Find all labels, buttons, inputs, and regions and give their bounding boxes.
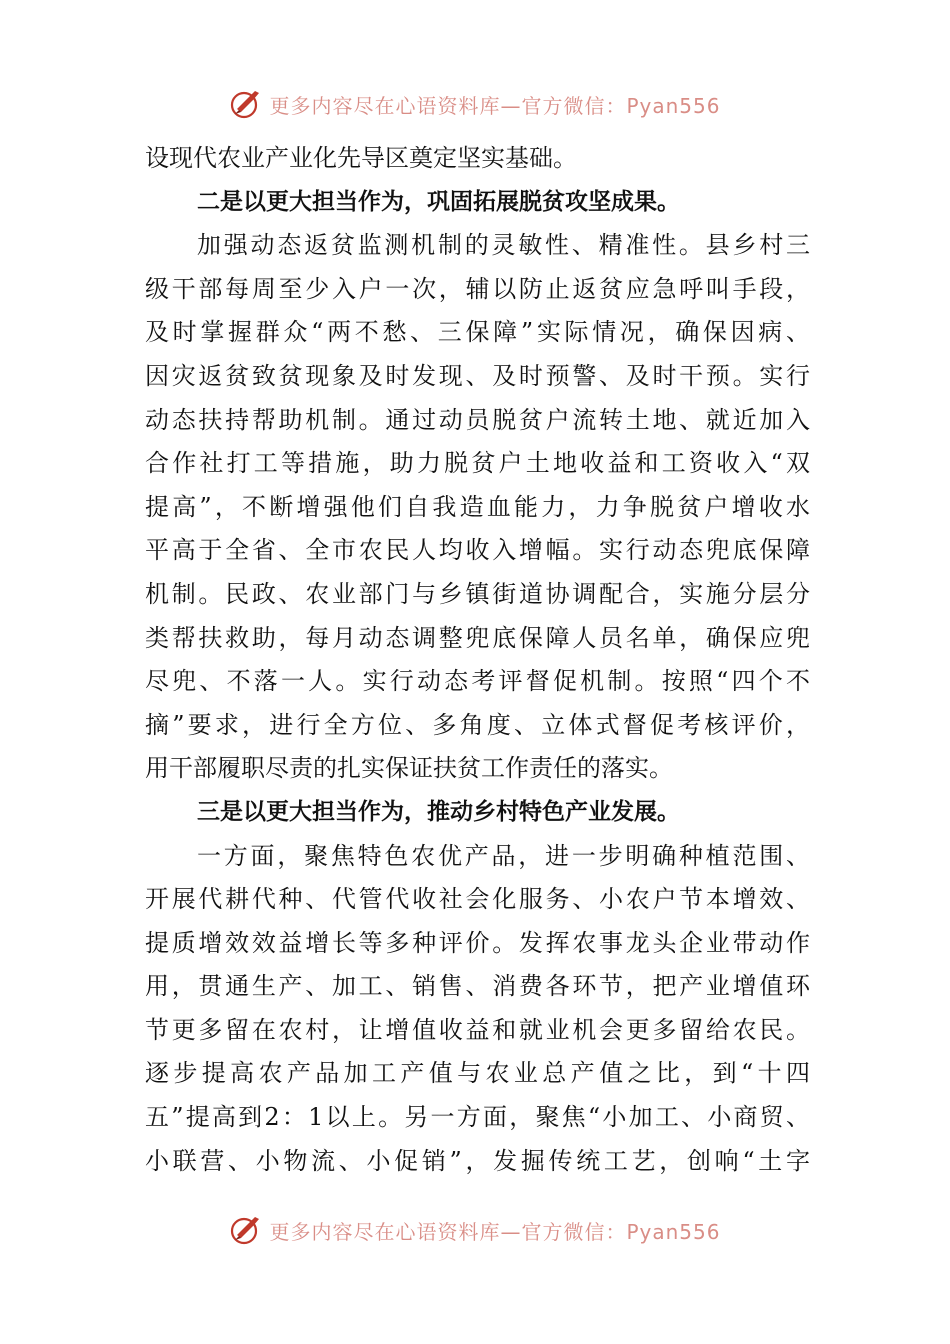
text-line: 级干部每周至少入户一次，辅以防止返贫应急呼叫手段，: [145, 274, 810, 303]
text-line: 提高”，不断增强他们自我造血能力，力争脱贫户增收水: [145, 492, 810, 521]
text-line: 用，贯通生产、加工、销售、消费各环节，把产业增值环: [145, 972, 810, 1001]
text-line: 开展代耕代种、代管代收社会化服务、小农户节本增效、: [145, 885, 810, 914]
text-line: 小联营、小物流、小促销”，发掘传统工艺，创响“土字: [145, 1146, 810, 1175]
text-line: 平高于全省、全市农民人均收入增幅。实行动态兜底保障: [145, 536, 810, 565]
text-line: 因灾返贫致贫现象及时发现、及时预警、及时干预。实行: [145, 361, 810, 390]
pen-circle-logo-icon: [229, 87, 263, 121]
text-line: 摘”要求，进行全方位、多角度、立体式督促考核评价，: [145, 710, 810, 739]
text-line: 尽兜、不落一人。实行动态考评督促机制。按照“四个不: [145, 667, 810, 696]
text-line: 合作社打工等措施，助力脱贫户土地收益和工资收入“双: [145, 449, 810, 478]
text-line: 提质增效效益增长等多种评价。发挥农事龙头企业带动作: [145, 928, 810, 957]
header-banner: [0, 84, 950, 124]
text-line: 加强动态返贫监测机制的灵敏性、精准性。县乡村三: [197, 231, 810, 260]
header-banner-text: 更多内容尽在心语资料库—官方微信：Pyan556: [269, 93, 721, 118]
text-line: 动态扶持帮助机制。通过动员脱贫户流转土地、就近加入: [145, 405, 810, 434]
text-line: 设现代农业产业化先导区奠定坚实基础。: [145, 144, 577, 172]
text-line: 逐步提高农产品加工产值与农业总产值之比，到“十四: [145, 1059, 810, 1088]
text-line: 节更多留在农村，让增值收益和就业机会更多留给农民。: [145, 1015, 810, 1044]
text-line: 用干部履职尽责的扎实保证扶贫工作责任的落实。: [145, 754, 673, 783]
text-line: 一方面，聚焦特色农优产品，进一步明确种植范围、: [197, 841, 810, 870]
document-body: [145, 137, 810, 1183]
text-line: 五”提高到2：1以上。另一方面，聚焦“小加工、小商贸、: [145, 1103, 810, 1132]
section-heading: 二是以更大担当作为，巩固拓展脱贫攻坚成果。: [197, 188, 680, 215]
section-heading: 三是以更大担当作为，推动乡村特色产业发展。: [197, 798, 680, 825]
text-line: 及时掌握群众“两不愁、三保障”实际情况，确保因病、: [145, 318, 810, 347]
pen-circle-logo-icon: [229, 1213, 263, 1247]
text-line: 类帮扶救助，每月动态调整兜底保障人员名单，确保应兜: [145, 623, 810, 652]
text-line: 机制。民政、农业部门与乡镇街道协调配合，实施分层分: [145, 579, 810, 608]
footer-banner-text: 更多内容尽在心语资料库—官方微信：Pyan556: [269, 1219, 721, 1244]
footer-banner: [0, 1210, 950, 1250]
